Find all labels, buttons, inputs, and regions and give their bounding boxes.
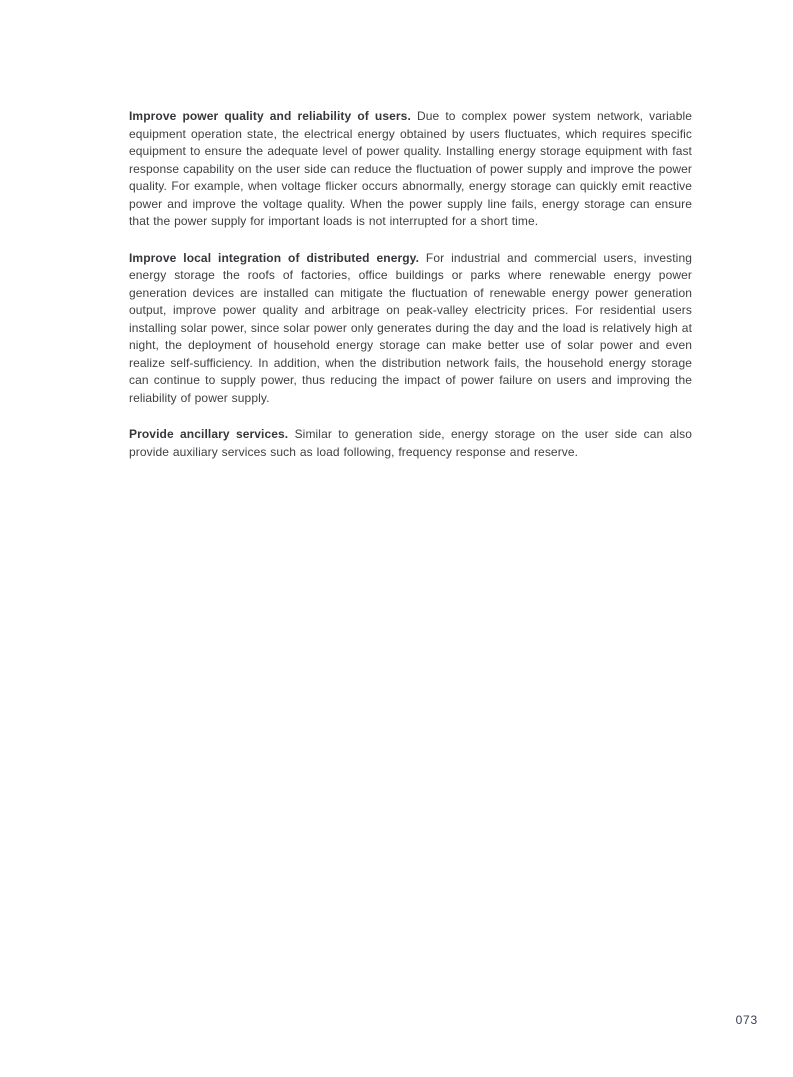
paragraph-local-integration [129,250,692,408]
paragraph-body: Due to complex power system network, variable equipment operation state, the electrical energy obtained by users fluctuates, which requires specific equipment to ensure the adequate level of power quality. Installing energy storage equipment with fast response capability on the user side can reduce the fluctuation of power supply and improve the power quality. For example, when voltage flicker occurs abnormally, energy storage can quickly emit reactive power and improve the voltage quality. When the power supply line fails, energy storage can ensure that the power supply for important loads is not interrupted for a short time. [129,109,693,228]
text-content [129,108,692,480]
paragraph-power-quality [129,108,692,231]
paragraph-lead: Improve local integration of distributed energy. [129,250,419,265]
paragraph-lead: Improve power quality and reliability of users. [129,109,411,123]
paragraph-body: For industrial and commercial users, investing energy storage the roofs of factories, office buildings or parks where renewable energy power generation devices are installed can mitigate the fluctuation of renewable energy power generation output, improve power quality and arbitrage on peak-valley electricity prices. For residential users installing solar power, since solar power only generates during the day and the load is relatively high at night, the deployment of household energy storage can make better use of solar power and even realize self-sufficiency. In addition, when the distribution network fails, the household energy storage can continue to supply power, thus reducing the impact of power failure on users and improving the reliability of power supply. [129,250,692,405]
paragraph-lead: Provide ancillary services. [129,427,289,441]
paragraph-ancillary-services [129,426,692,461]
page-number: 073 [735,1013,758,1027]
paragraph-body: Similar to generation side, energy storage on the user side can also provide auxiliary services such as load following, frequency response and reserve. [129,427,692,459]
